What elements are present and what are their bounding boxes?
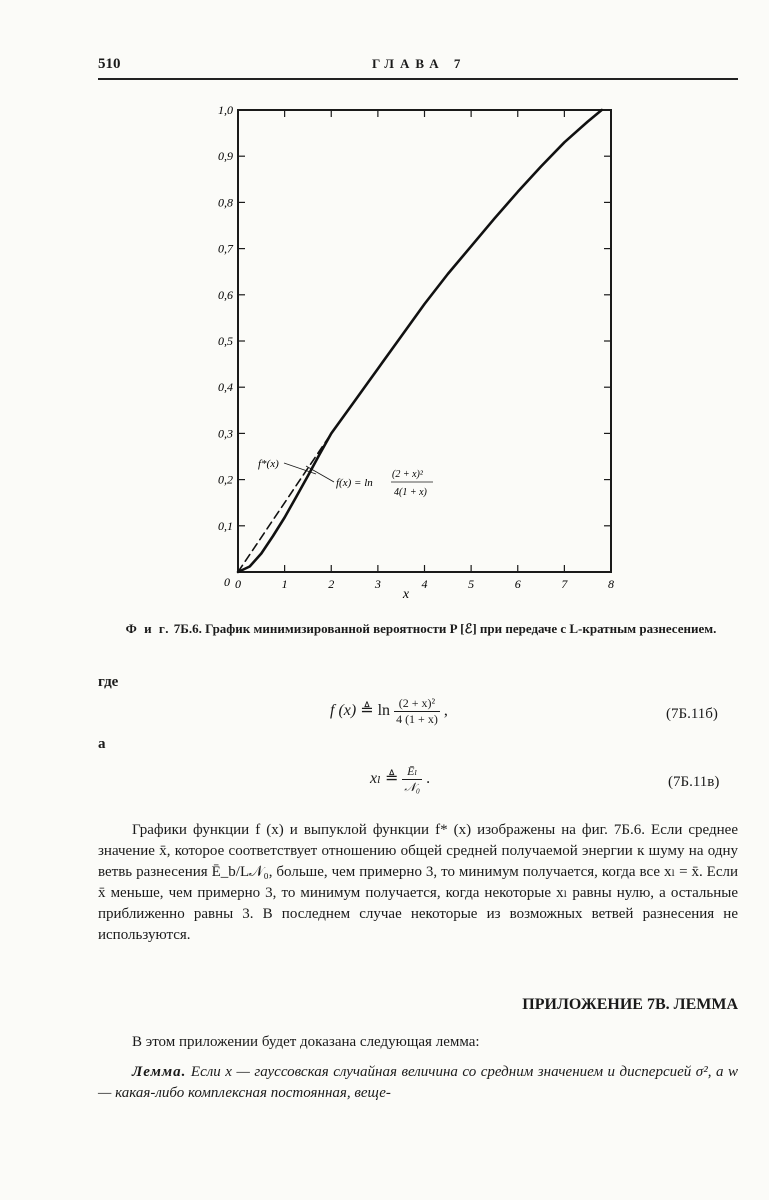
y-tick-label: 1,0 — [218, 103, 233, 117]
equation-2 — [370, 764, 430, 795]
equation-2-number: (7Б.11в) — [668, 774, 720, 790]
chart-labels — [218, 103, 614, 591]
lemma-text: Если x — гауссовская случайная величина со средним значением и дисперсией σ², а w — какая-либо комплексная постоянная, веще- — [98, 1064, 739, 1101]
y-tick-label: 0,7 — [218, 241, 233, 256]
y-tick-label: 0,4 — [218, 380, 233, 395]
equation-1 — [330, 696, 448, 727]
lemma-paragraph — [98, 1062, 738, 1104]
eq2-tail: . — [426, 770, 431, 788]
x-tick-label: 0 — [235, 577, 241, 591]
figure-caption — [96, 620, 746, 637]
annotation-f-lhs: f(x) = ln — [336, 477, 373, 489]
origin-label: 0 — [224, 575, 230, 589]
eq1-tail: , — [443, 702, 448, 720]
appendix-intro: В этом приложении будет доказана следующая лемма: — [132, 1034, 480, 1050]
annotation-f-num: (2 + x)² — [392, 469, 423, 480]
x-tick-label: 6 — [514, 577, 521, 591]
eq1-denominator: 4 (1 + x) — [396, 712, 438, 726]
page-number: 510 — [98, 56, 121, 72]
caption-label: Ф и г. — [125, 621, 171, 636]
series-line-f — [238, 110, 602, 572]
caption-number: 7Б.6. — [173, 621, 202, 636]
eq1-lhs: f (x) — [330, 702, 357, 720]
lemma-word: Лемма. — [132, 1064, 187, 1080]
x-tick-label: 8 — [608, 577, 614, 591]
series-line-fstar — [238, 433, 331, 572]
annotation-f-den: 4(1 + x) — [394, 487, 427, 498]
y-tick-label: 0,1 — [218, 518, 233, 533]
eq1-def: ≜ ln — [360, 702, 391, 720]
equation-1-number: (7Б.11б) — [666, 706, 718, 722]
x-tick-label: 3 — [374, 577, 381, 591]
eq1-fraction — [394, 696, 440, 727]
annotation-fstar: f*(x) — [258, 458, 279, 470]
caption-text: График минимизированной вероятности P [ℰ] при передаче с L-кратным разнесением. — [205, 621, 717, 636]
x-tick-label: 7 — [561, 577, 568, 591]
eq2-numerator: Ēₗ — [402, 764, 422, 780]
body-paragraph: Графики функции f (x) и выпуклой функции f* (x) изображены на фиг. 7Б.6. Если среднее значение x̄, которое соответствует отношению общей средней получаемой энергии к шуму на одну ветвь разнесения Ē_b/L𝒩₀, больше, чем примерно 3, то минимум получается, когда все xₗ = x̄. Если x̄ меньше, чем примерно 3, то минимум получается, когда некоторые xₗ равны нулю, а остальные приближенно равны 3. В последнем случае некоторые из возможных ветвей разнесения не используются. — [98, 822, 738, 943]
y-tick-label: 0,8 — [218, 195, 233, 210]
y-tick-label: 0,6 — [218, 287, 233, 302]
x-tick-label: 4 — [421, 577, 428, 591]
appendix-title: ПРИЛОЖЕНИЕ 7В. ЛЕММА — [522, 996, 738, 1013]
y-tick-label: 0,3 — [218, 426, 233, 441]
eq2-def: ≜ — [384, 770, 399, 788]
eq1-numerator: (2 + x)² — [394, 696, 440, 712]
x-axis-label: x — [402, 587, 410, 602]
y-tick-label: 0,9 — [218, 149, 233, 164]
eq2-denominator: 𝒩₀ — [404, 780, 421, 794]
where-label: где — [98, 674, 119, 690]
eq2-fraction — [402, 764, 422, 795]
x-tick-label: 1 — [281, 577, 288, 591]
y-tick-label: 0,2 — [218, 472, 233, 487]
eq2-lhs: xₗ — [370, 770, 381, 788]
y-tick-label: 0,5 — [218, 334, 233, 348]
x-tick-label: 2 — [328, 577, 335, 591]
chart-series — [238, 110, 602, 572]
chapter-heading: ГЛАВА 7 — [372, 56, 467, 71]
and-label: а — [98, 736, 106, 752]
x-tick-label: 5 — [468, 577, 475, 591]
